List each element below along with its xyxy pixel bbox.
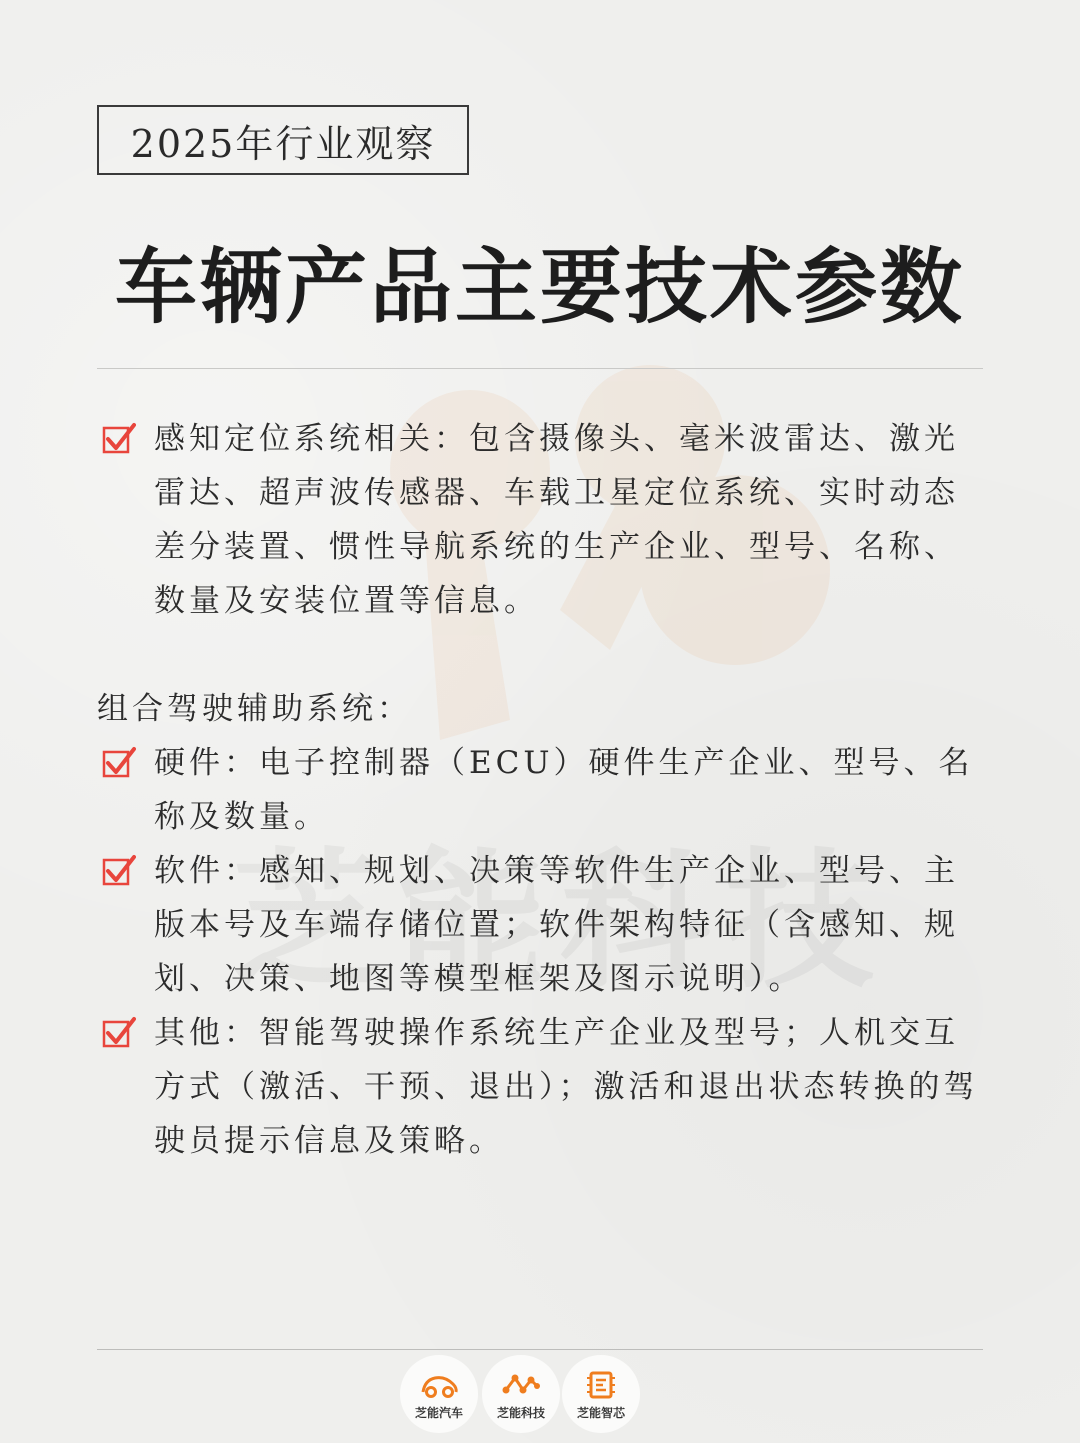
logo-label: 芝能汽车 (414, 1405, 463, 1420)
checkbox-checked-icon (102, 1016, 136, 1050)
section-heading: 组合驾驶辅助系统： (97, 691, 412, 727)
item-text: 其他：智能驾驶操作系统生产企业及型号；人机交互方式（激活、干预、退出）；激活和退出状态转换的驾驶员提示信息及策略。 (154, 1015, 979, 1159)
checkbox-checked-icon (102, 854, 136, 888)
logo-label: 芝能智芯 (576, 1405, 625, 1420)
footer-logos (0, 1355, 1080, 1435)
item-text: 硬件：电子控制器（ECU）硬件生产企业、型号、名称及数量。 (154, 745, 974, 835)
chip-icon (581, 1368, 621, 1402)
item-text: 软件：感知、规划、决策等软件生产企业、型号、主版本号及车端存储位置；软件架构特征（含感知、规划、决策、地图等模型框架及图示说明）。 (154, 853, 959, 997)
content-body (97, 412, 985, 1168)
checklist-item-other (97, 1006, 985, 1168)
bottom-divider (97, 1349, 983, 1350)
checklist-item-hardware (97, 736, 985, 844)
top-divider (97, 368, 983, 369)
logo-label: 芝能科技 (496, 1405, 545, 1420)
checkbox-checked-icon (102, 746, 136, 780)
network-icon (501, 1368, 541, 1402)
item-text: 感知定位系统相关：包含摄像头、毫米波雷达、激光雷达、超声波传感器、车载卫星定位系统、实时动态差分装置、惯性导航系统的生产企业、型号、名称、数量及安装位置等信息。 (154, 421, 959, 619)
checklist-item-software (97, 844, 985, 1006)
page-title: 车辆产品主要技术参数 (114, 239, 965, 335)
logo-tech[interactable] (482, 1355, 560, 1433)
logo-chip[interactable] (562, 1355, 640, 1433)
topic-tag: 2025年行业观察 (97, 105, 469, 175)
car-icon (419, 1368, 459, 1402)
checkbox-checked-icon (102, 422, 136, 456)
checklist-item-perception (97, 412, 985, 628)
logo-auto[interactable] (400, 1355, 478, 1433)
